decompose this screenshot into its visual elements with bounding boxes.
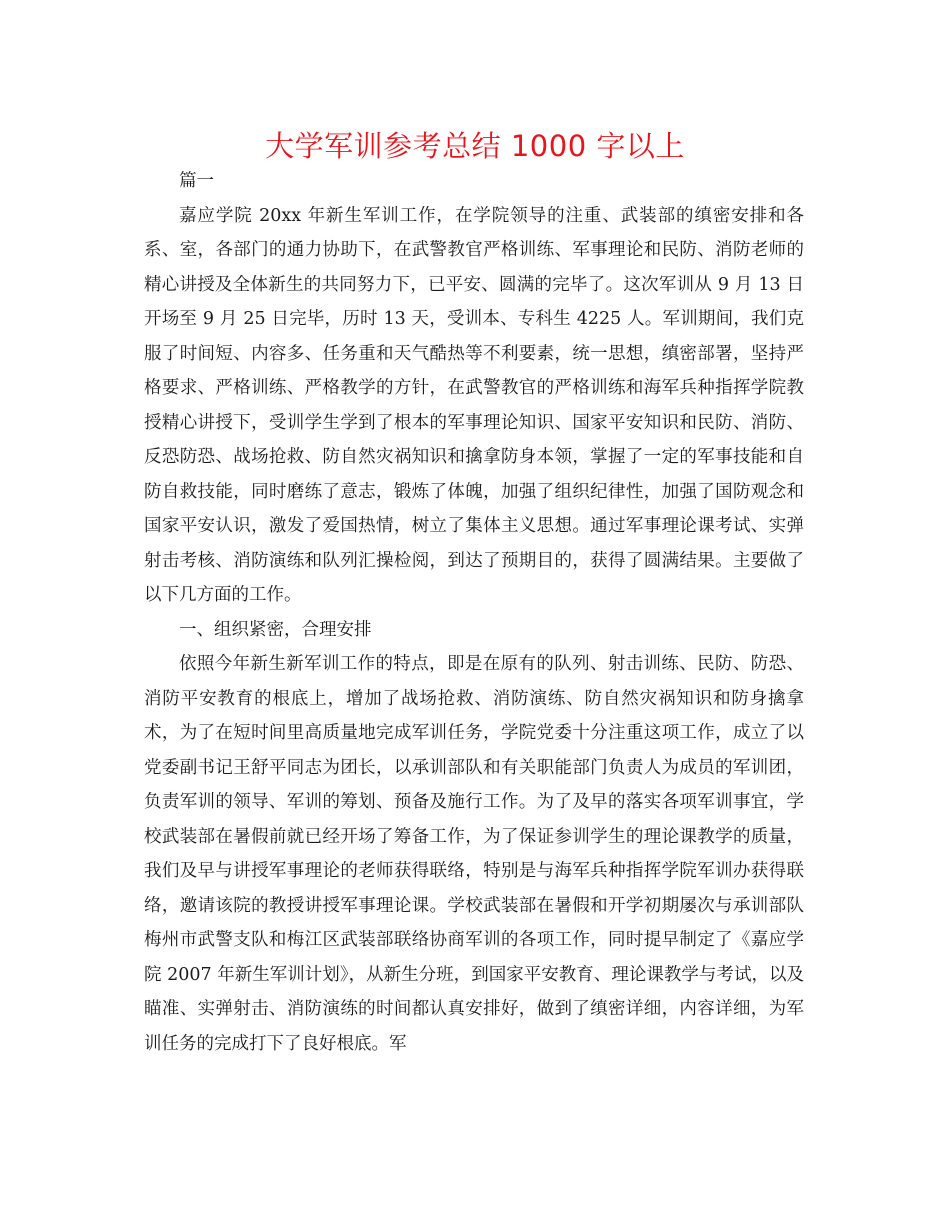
paragraph-organization: 依照今年新生新军训工作的特点，即是在原有的队列、射击训练、民防、防恐、消防平安教育的根底上，增加了战场抢救、消防演练、防自然灾祸知识和防身擒拿术，为了在短时间里高质量地完成军训任务，学院党委十分注重这项工作，成立了以党委副书记王舒平同志为团长，以承训部队和有关职能部门负责人为成员的军训团，负责军训的领导、军训的筹划、预备及施行工作。为了及早的落实各项军训事宜，学校武装部在暑假前就已经开场了筹备工作，为了保证参训学生的理论课教学的质量，我们及早与讲授军事理论的老师获得联络，特别是与海军兵种指挥学院军训办获得联络，邀请该院的教授讲授军事理论课。学校武装部在暑假和开学初期屡次与承训部队梅州市武警支队和梅江区武装部联络协商军训的各项工作，同时提早制定了《嘉应学院 2007 年新生军训计划》，从新生分班，到国家平安教育、理论课教学与考试，以及瞄准、实弹射击、消防演练的时间都认真安排好，做到了缜密详细，内容详细，为军训任务的完成打下了良好根底。军 [144,654,804,1054]
paragraph-intro: 嘉应学院 20xx 年新生军训工作，在学院领导的注重、武装部的缜密安排和各系、室，各部门的通力协助下，在武警教官严格训练、军事理论和民防、消防老师的精心讲授及全体新生的共同努力下，已平安、圆满的完毕了。这次军训从 9 月 13 日开场至 9 月 25 日完毕，历时 13 天，受训本、专科生 4225 人。军训期间，我们克服了时间短、内容多、任务重和天气酷热等不利要素，统一思想，缜密部署，坚持严格要求、严格训练、严格教学的方针，在武警教官的严格训练和海军兵种指挥学院教授精心讲授下，受训学生学到了根本的军事理论知识、国家平安知识和民防、消防、反恐防恐、战场抢救、防自然灾祸知识和擒拿防身本领，掌握了一定的军事技能和自防自救技能，同时磨练了意志，锻炼了体魄，加强了组织纪律性，加强了国防观念和国家平安认识，激发了爱国热情，树立了集体主义思想。通过军事理论课考试、实弹射击考核、消防演练和队列汇操检阅，到达了预期目的，获得了圆满结果。主要做了以下几方面的工作。 [144,205,804,605]
document-body [144,164,804,1061]
section-heading: 一、组织紧密，合理安排 [179,619,372,640]
document-title: 大学军训参考总结 1000 字以上 [265,129,685,163]
paragraph-section-label: 篇一 [179,171,214,191]
